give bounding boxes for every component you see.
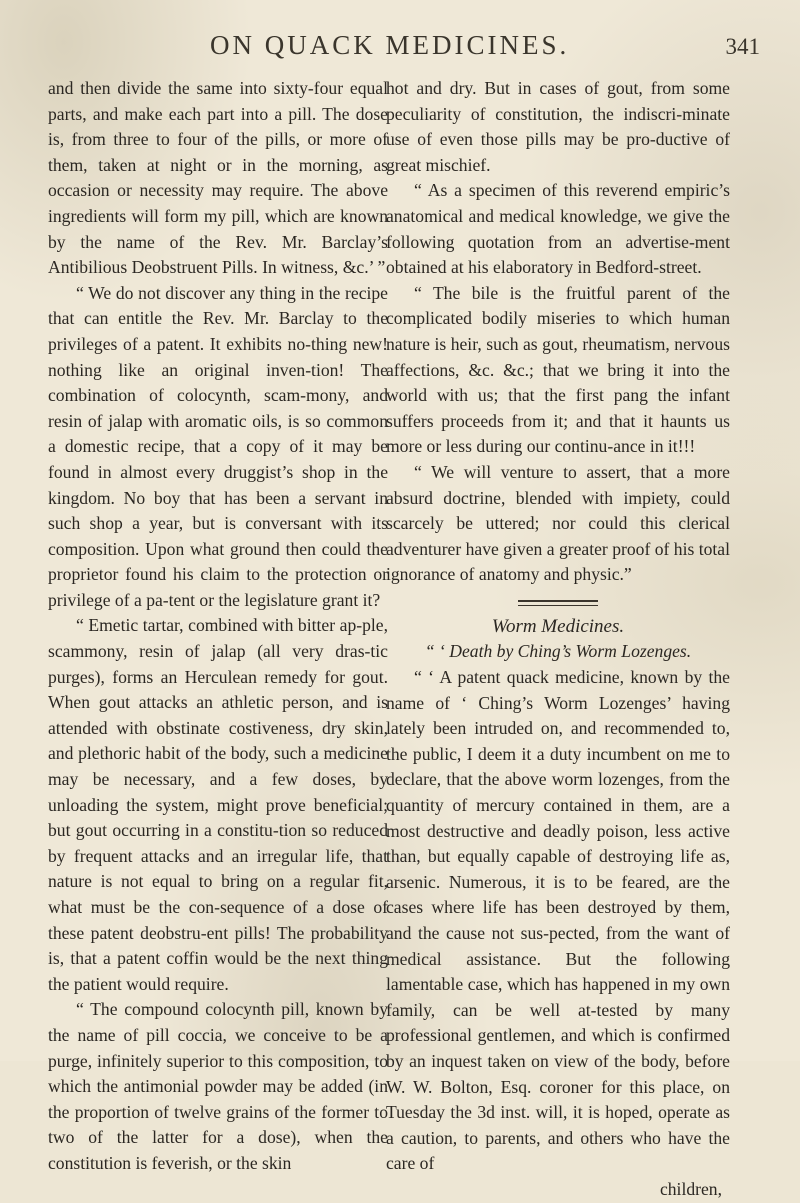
catchword: children, [659,1178,722,1199]
page-header [200,30,760,66]
subsection-heading: “ ‘ Death by Ching’s Worm Lozenges. [424,641,692,662]
paragraph: and then divide the same into sixty-four equal parts, and make each part into a pill. The dose is, from three to four of the pills, or more of them, taken at night or in the morning, as occasion or necessity may require. The above ingredients will form my pill, which are known by the name of the Rev. Mr. Barclay’s Antibilious Deobstruent Pills. In witness, &c.’ ” [48,78,388,278]
right-column [386,76,730,1203]
page-number: 341 [725,34,760,59]
paragraph: “ We will venture to assert, that a more absurd doctrine, blended with impiety, could scarcely be uttered; nor could this clerical adventurer have given a greater proof of his total ignorance of anatomy and physic.” [386,461,730,585]
running-title: ON QUACK MEDICINES. [210,30,570,60]
paragraph: “ We do not discover any thing in the recipe that can entitle the Rev. Mr. Barclay to the privileges of a patent. It exhibits no-thing new! nothing like an original inven-tion! The combination of colocynth, scam-mony, and resin of jalap with aromatic oils, is so common a domestic recipe, that a copy of it may be found in almost every druggist’s shop in the kingdom. No boy that has been a servant in such shop a year, but is conversant with its composition. Upon what ground then could the proprietor found his claim to the protection or privilege of a pa-tent or the legislature grant it? [48,282,388,610]
paragraph: “ As a specimen of this reverend empiric’s anatomical and medical knowledge, we give the following quotation from an advertise-ment obtained at his elaboratory in Bedford-street. [386,180,730,278]
paragraph: “ The compound colocynth pill, known by the name of pill coccia, we conceive to be a purge, infinitely superior to this composition, to which the antimonial powder may be added (in the proportion of twelve grains of the former to two of the latter for a dose), when the constitution is feverish, or the skin [48,999,388,1173]
left-column [48,76,388,1177]
paragraph: “ ‘ A patent quack medicine, known by the name of ‘ Ching’s Worm Lozenges’ having lately been intruded on, and recommended to, the public, I deem it a duty incumbent on me to declare, that the above worm lozenges, from the quantity of mercury contained in them, are a most destructive and deadly poison, less active than, but equally capable of destroying life as, arsenic. Numerous, it is to be feared, are the cases where life has been destroyed by them, and the cause not sus-pected, from the want of medical assistance. But the following lamentable case, which has happened in my own family, can be well at-tested by many professional gentlemen, and which is confirmed by an inquest taken on view of the body, before W. W. Bolton, Esq. coroner for this place, on Tuesday the 3d inst. will, it is hoped, operate as a caution, to parents, and others who have the care of [386,667,730,1174]
paragraph: “ The bile is the fruitful parent of the complicated bodily miseries to which human nature is heir, such as gout, rheumatism, nervous affections, &c. &c.; that we bring it into the world with us; that the first pang the infant suffers proceeds from it; and that it haunts us more or less during our continu-ance in it!!! [386,282,730,457]
section-heading: Worm Medicines. [491,615,625,637]
paragraph: hot and dry. But in cases of gout, from some peculiarity of constitution, the indiscri-minate use of even those pills may be pro-ductive of great mischief. [386,78,730,175]
paragraph: “ Emetic tartar, combined with bitter ap-ple, scammony, resin of jalap (all very dras-tic purges), forms an Herculean remedy for gout. When gout attacks an athletic person, and is attended with obstinate costiveness, dry skin, and plethoric habit of the body, such a medicine may be necessary, and a few doses, by unloading the system, might prove beneficial; but gout occurring in a constitu-tion so reduced by frequent attacks and an irregular life, that nature is not equal to bring on a regular fit, what must be the con-sequence of a dose of these patent deobstru-ent pills! The probability is, that a patent coffin would be the next thing the patient would require. [48,615,388,994]
section-divider [518,600,598,606]
